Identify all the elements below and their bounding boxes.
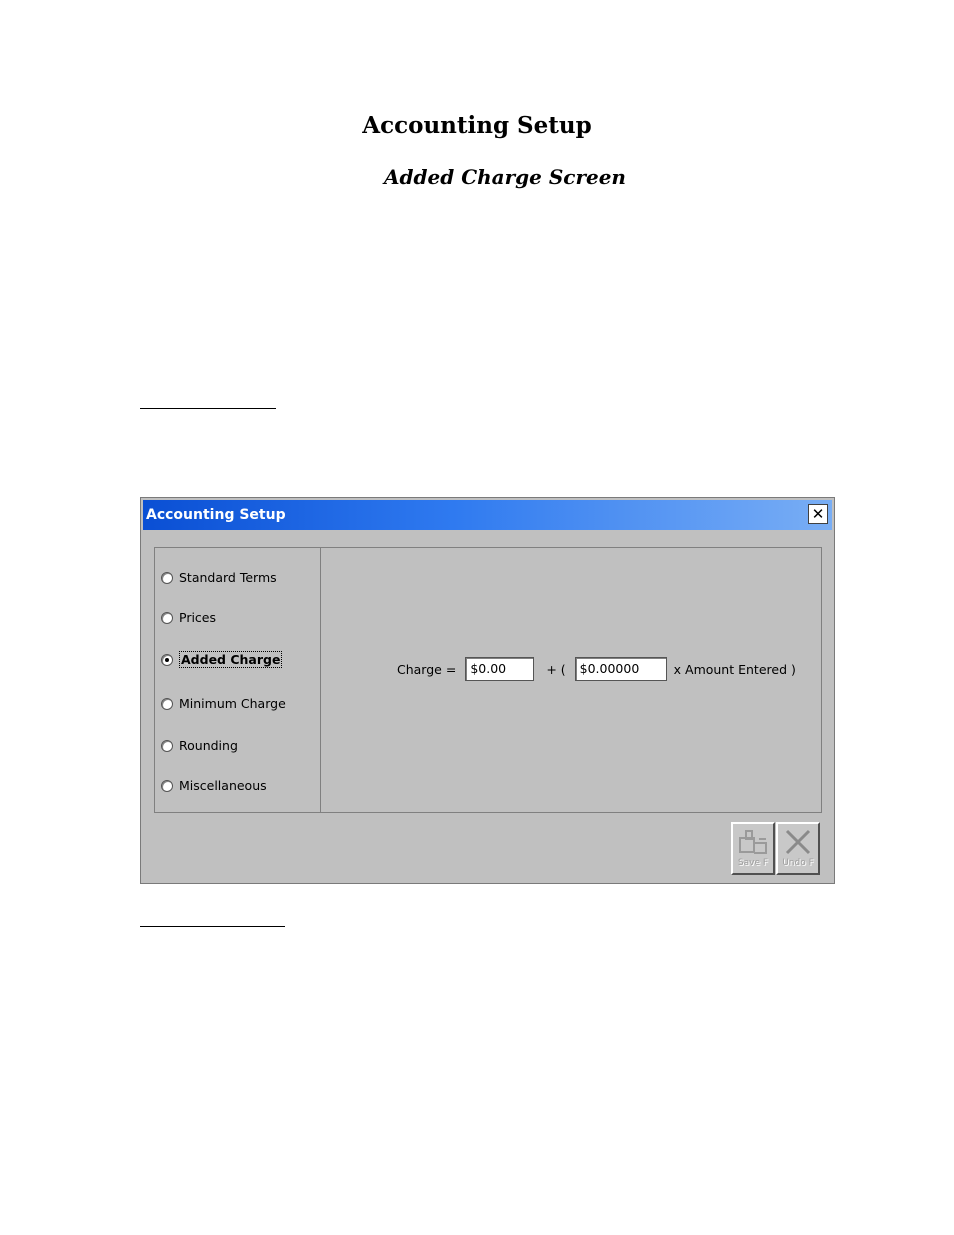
charge-label: Charge = bbox=[397, 661, 457, 677]
option-minimum-charge[interactable] bbox=[161, 696, 286, 711]
fixed-charge-field[interactable]: $0.00 bbox=[465, 657, 534, 681]
undo-icon bbox=[780, 827, 816, 857]
option-label: Prices bbox=[179, 610, 217, 625]
option-label: Miscellaneous bbox=[179, 778, 267, 793]
radio-icon[interactable] bbox=[161, 612, 173, 624]
option-standard-terms[interactable] bbox=[161, 570, 277, 585]
radio-selected-icon[interactable] bbox=[161, 654, 173, 666]
rate-field[interactable]: $0.00000 bbox=[575, 657, 667, 681]
undo-button[interactable] bbox=[776, 822, 820, 875]
save-button[interactable] bbox=[731, 822, 775, 875]
document-title: Accounting Setup bbox=[362, 112, 592, 139]
window-title: Accounting Setup bbox=[146, 507, 286, 523]
option-label: Added Charge bbox=[181, 652, 281, 667]
save-icon bbox=[735, 827, 771, 857]
close-icon: ✕ bbox=[811, 504, 825, 523]
document-subtitle: Added Charge Screen bbox=[384, 165, 626, 189]
save-label: Save F bbox=[737, 858, 769, 868]
close-button[interactable] bbox=[808, 504, 828, 524]
radio-icon[interactable] bbox=[161, 780, 173, 792]
plus-label: + ( bbox=[546, 661, 566, 677]
option-group bbox=[155, 548, 321, 812]
option-rounding[interactable] bbox=[161, 738, 238, 753]
radio-icon[interactable] bbox=[161, 698, 173, 710]
option-label: Rounding bbox=[179, 738, 238, 753]
option-label: Minimum Charge bbox=[179, 696, 286, 711]
option-added-charge[interactable] bbox=[161, 651, 282, 668]
radio-icon[interactable] bbox=[161, 572, 173, 584]
option-prices[interactable] bbox=[161, 610, 216, 625]
section-heading-rule bbox=[140, 926, 285, 927]
accounting-setup-dialog bbox=[140, 497, 835, 884]
added-charge-formula bbox=[397, 656, 796, 682]
radio-icon[interactable] bbox=[161, 740, 173, 752]
section-heading-rule bbox=[140, 408, 276, 409]
option-miscellaneous[interactable] bbox=[161, 778, 267, 793]
title-bar[interactable] bbox=[143, 500, 832, 530]
undo-label: Undo F bbox=[782, 858, 814, 868]
amount-entered-label: x Amount Entered ) bbox=[673, 661, 796, 677]
settings-panel bbox=[154, 547, 822, 813]
option-label: Standard Terms bbox=[179, 570, 277, 585]
